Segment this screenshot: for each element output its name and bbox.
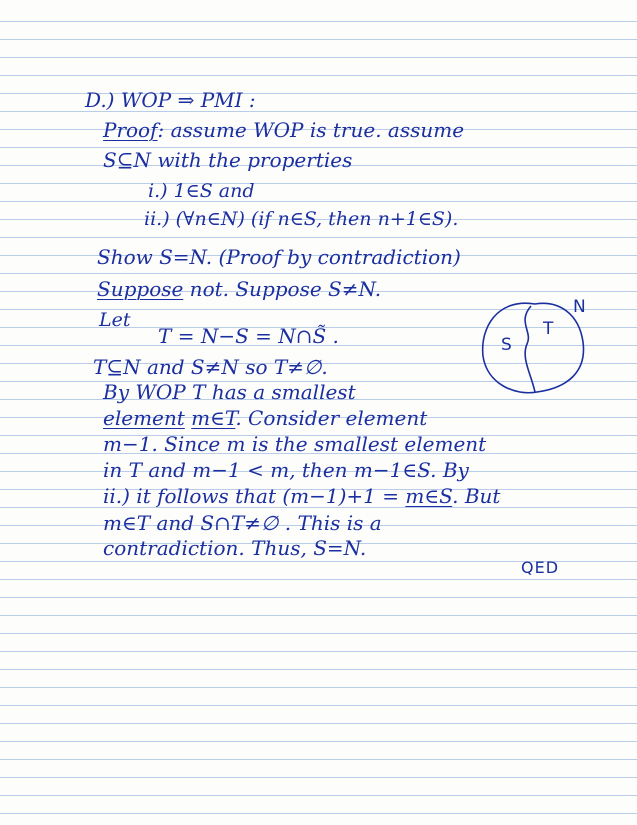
proof-word: Proof — [103, 118, 158, 142]
t-nonempty-line: T⊆N and S≠N so T≠∅. — [93, 355, 328, 379]
conclusion-line: contradiction. Thus, S=N. — [103, 536, 367, 560]
let-word: Let — [99, 309, 131, 331]
wop-smallest-line: By WOP T has a smallest — [103, 380, 356, 404]
section-heading — [85, 88, 256, 112]
but-word: . But — [452, 484, 501, 508]
element-line-text: . Consider element — [235, 406, 428, 430]
follows-line — [103, 484, 500, 508]
m-in-s: m∈S — [405, 484, 453, 508]
venn-dividing-curve — [525, 306, 535, 392]
element-line — [103, 406, 427, 430]
venn-s-label: S — [501, 335, 512, 355]
suppose-line-text: not. Suppose S≠N. — [183, 277, 382, 301]
suppose-word: Suppose — [97, 277, 184, 301]
element-word: element — [103, 406, 185, 430]
m-minus-one-line: in T and m−1 < m, then m−1∈S. By — [103, 458, 469, 482]
venn-diagram — [475, 288, 615, 408]
m-in-t: m∈T — [191, 406, 236, 430]
since-line: m−1. Since m is the smallest element — [103, 432, 487, 456]
suppose-line — [97, 277, 381, 301]
qed-mark: QED — [521, 558, 560, 577]
heading-label: D.) WOP ⇒ PMI : — [85, 88, 256, 112]
intersection-line: m∈T and S∩T≠∅ . This is a — [103, 511, 382, 535]
follows-text: ii.) it follows that (m−1)+1 = — [103, 484, 406, 508]
property-i: i.) 1∈S and — [148, 180, 255, 202]
definition-t: T = N−S = N∩S̃ . — [158, 324, 339, 348]
proof-line-1 — [103, 118, 464, 142]
proof-line-2: S⊆N with the properties — [103, 148, 353, 172]
property-ii: ii.) (∀n∈N) (if n∈S, then n+1∈S). — [144, 208, 459, 230]
proof-line-1-text: : assume WOP is true. assume — [157, 118, 465, 142]
show-statement: Show S=N. (Proof by contradiction) — [97, 245, 461, 269]
venn-outer-region — [483, 303, 584, 393]
venn-t-label: T — [543, 319, 554, 339]
venn-n-label: N — [573, 297, 586, 317]
